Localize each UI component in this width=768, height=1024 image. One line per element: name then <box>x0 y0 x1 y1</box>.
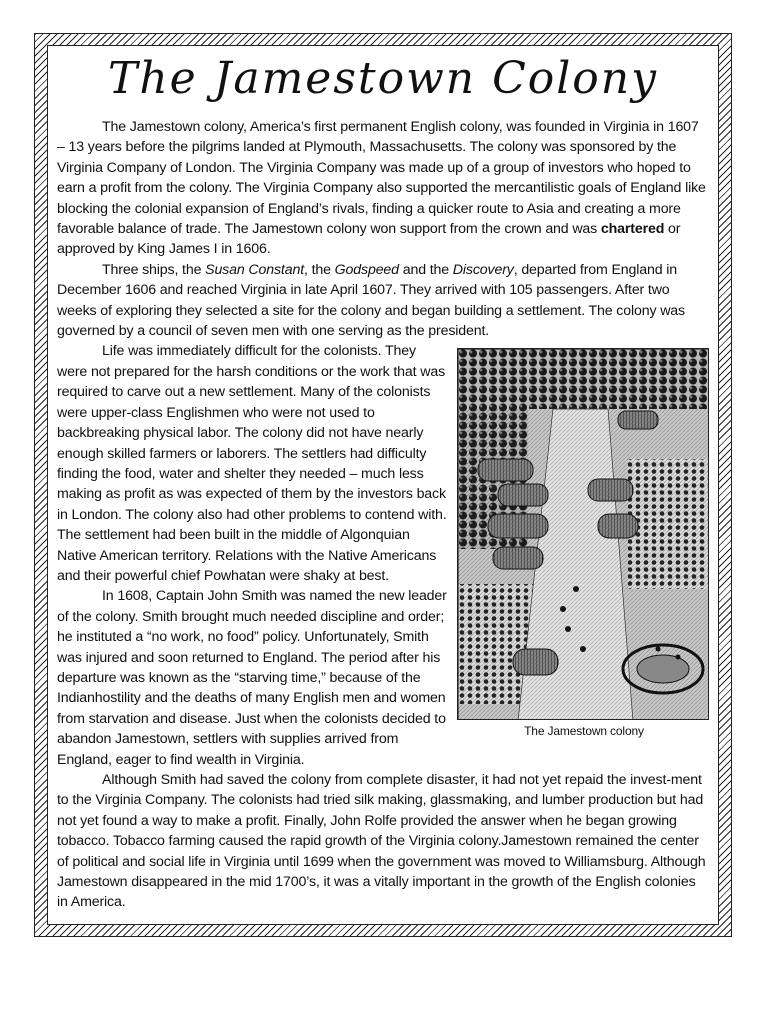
worksheet-panel <box>47 45 719 925</box>
decorative-border <box>34 33 732 937</box>
paragraph-1-text-b: or approved by King James I in 1606. <box>57 221 681 258</box>
ship-name-1: Susan Constant <box>205 261 304 278</box>
ship-name-3: Discovery <box>452 261 514 278</box>
paragraph-2-text-b: , the <box>303 261 335 278</box>
jamestown-engraving-image <box>457 348 709 720</box>
ship-name-2: Godspeed <box>334 261 399 278</box>
paragraph-4: In 1608, Captain John Smith was named the new leader of the colony. Smith brought much needed discipline and order; he instituted a “no work, no food” policy. Unfortunately, Smith was injured and soon returned to England. The period after his departure was known as the “starving time,” because of the Indianhostility and the deaths of many English men and women from starvation and disease. Just when the colonists decided to abandon Jamestown, settlers with supplies arrived from England, eager to find wealth in Virginia. <box>57 588 447 768</box>
paragraph-1-text-a: The Jamestown colony, America’s first permanent English colony, was founded in Virginia in 1607 – 13 years before the pilgrims landed at Plymouth, Massachusetts. The colony was sponsored by the Virginia Company of London. The Virginia Company was made up of a group of investors who hoped to earn a profit from the colony. The Virginia Company also supported the mercantilistic goals of England like blocking the colonial expansion of England’s rivals, finding a quicker route to Asia and creating a more favorable balance of trade. The Jamestown colony won support from the crown and was <box>57 119 706 238</box>
paragraph-2-text-d: , departed from England in December 1606 and reached Virginia in late April 1607. They arrived with 105 passengers. After two weeks of exploring they selected a site for the colony and began building a settlement. The colony was governed by a council of seven men with one serving as the president. <box>57 261 685 340</box>
keyword-chartered: chartered <box>600 221 665 238</box>
paragraph-1 <box>57 117 707 260</box>
paragraph-3: Life was immediately difficult for the colonists. They were not prepared for the harsh conditions or the work that was required to carve out a new settlement. Many of the colonists were upper-class Englishmen who were not used to backbreaking physical labor. The colony did not have nearly enough skilled farmers or laborers. The settlers had difficulty finding the food, water and shelter they needed – much less making as profit as was expected of them by the investors back in London. The colony also had other problems to contend with. The settlement had been built in the middle of Algonquian Native American territory. Relations with the Native Americans and their powerful chief Powhatan were shaky at best. <box>57 343 447 584</box>
figure-caption: The Jamestown colony <box>524 724 644 739</box>
paragraph-2-text-c: and the <box>398 261 453 278</box>
paragraph-5: Although Smith had saved the colony from complete disaster, it had not yet repaid the invest-ment to the Virginia Company. The colonists had tried silk making, glassmaking, and lumber production but had not yet found a way to make a profit. Finally, John Rolfe provided the answer when he began growing tobacco. Tobacco farming caused the rapid growth of the Virginia colony.Jamestown remained the center of political and social life in Virginia until 1699 when the government was moved to Williamsburg. Although Jamestown disappeared in the mid 1700’s, it was a vitally important in the growth of the English colonies in America. <box>57 772 706 911</box>
article-body <box>57 117 707 913</box>
jamestown-illustration-figure <box>457 348 711 739</box>
paragraph-2 <box>57 260 707 342</box>
paragraph-2-text-a: Three ships, the <box>102 261 206 278</box>
page-title: The Jamestown Colony <box>108 53 658 104</box>
